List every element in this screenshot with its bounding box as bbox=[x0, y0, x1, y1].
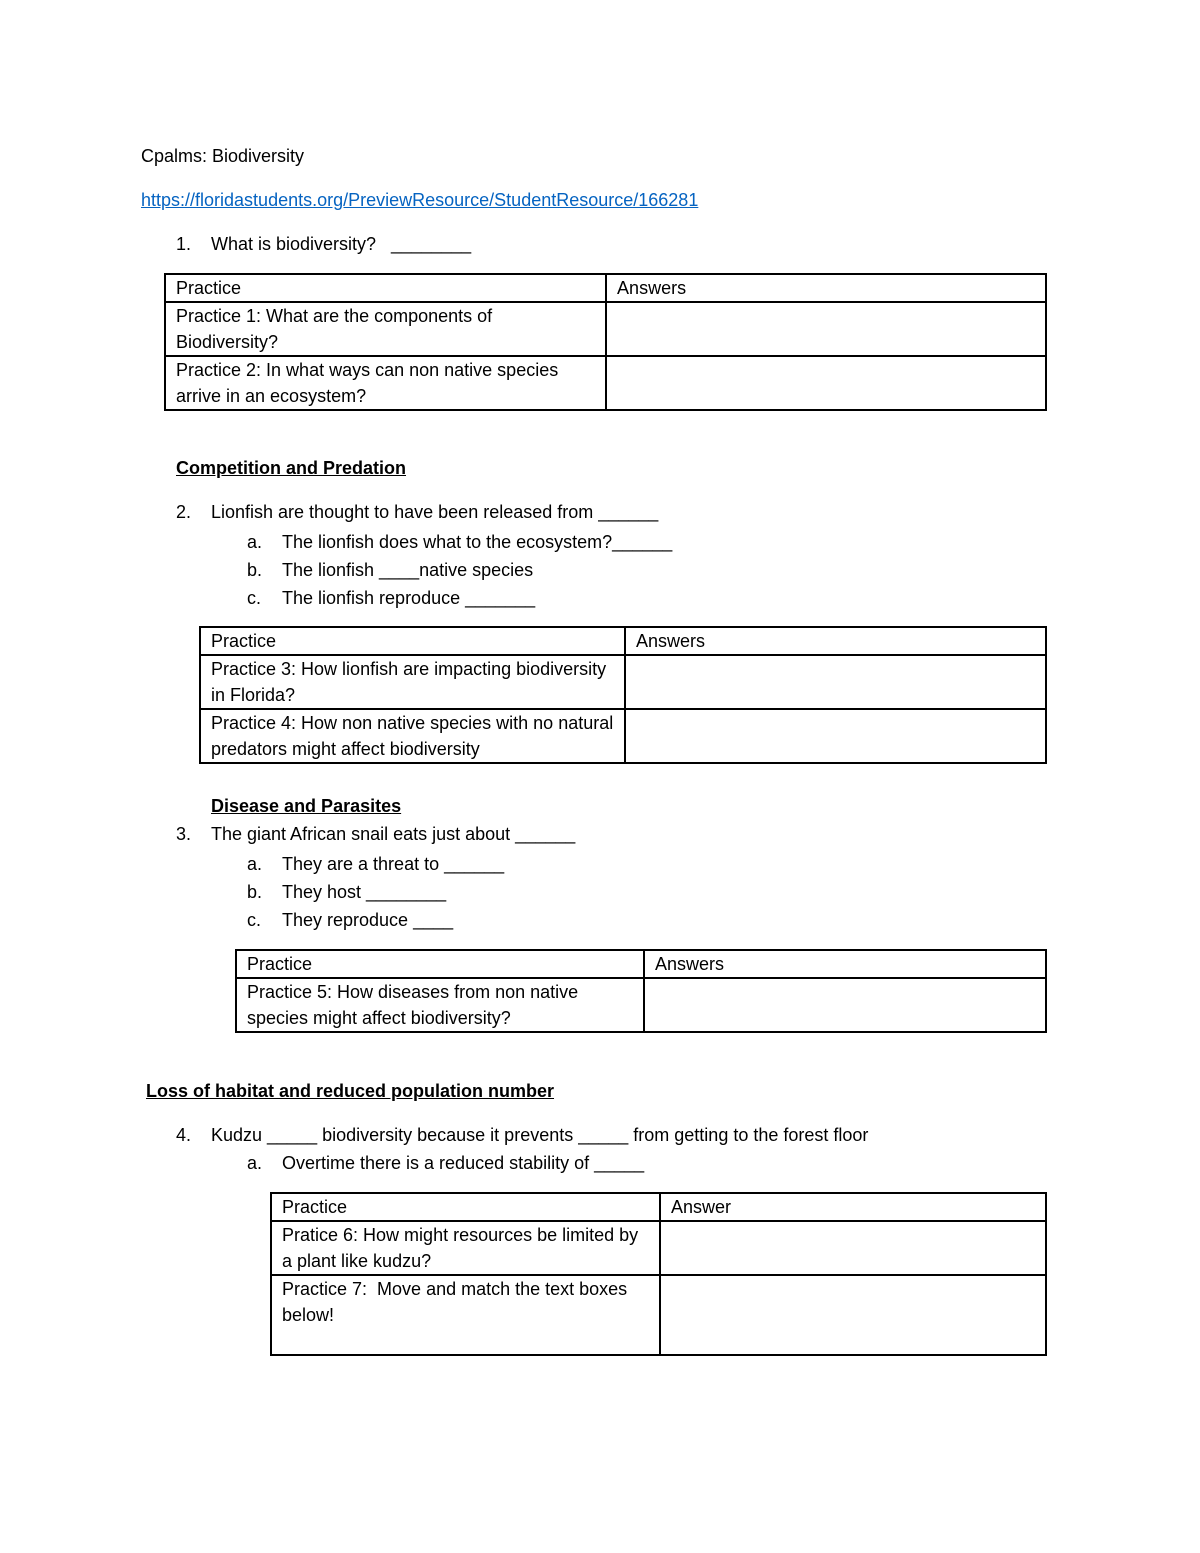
table-row bbox=[200, 655, 1046, 709]
practice-label: Pratice 6 bbox=[282, 1225, 354, 1245]
table-header-answers: Answers bbox=[606, 274, 1046, 302]
practice-question bbox=[200, 655, 625, 709]
question-number: 2. bbox=[176, 502, 192, 522]
section-heading-habitat: Loss of habitat and reduced population number bbox=[146, 1081, 555, 1101]
practice-question-text: : How diseases from non native species might affect biodiversity? bbox=[247, 982, 579, 1028]
table-header-answers: Answers bbox=[625, 627, 1046, 655]
sub-question-letter: b. bbox=[247, 560, 263, 580]
sub-question-text: They reproduce ____ bbox=[282, 910, 454, 930]
sub-question-text: Overtime there is a reduced stability of _____ bbox=[282, 1153, 645, 1173]
table-header-practice: Practice bbox=[236, 950, 644, 978]
question-number: 3. bbox=[176, 824, 192, 844]
resource-link[interactable]: https://floridastudents.org/PreviewResource/StudentResource/166281 bbox=[141, 190, 699, 210]
question-number: 4. bbox=[176, 1125, 192, 1145]
table-row bbox=[165, 356, 1046, 410]
answer-cell[interactable] bbox=[625, 655, 1046, 709]
question-number: 1. bbox=[176, 234, 192, 254]
question-text: Lionfish are thought to have been released from ______ bbox=[211, 502, 659, 522]
section-heading-disease: Disease and Parasites bbox=[211, 796, 402, 816]
practice-question-text: : Move and match the text boxes below! bbox=[282, 1279, 633, 1325]
table-header-answers: Answers bbox=[644, 950, 1046, 978]
practice-question-text: : How lionfish are impacting biodiversity in Florida? bbox=[211, 659, 607, 705]
practice-question bbox=[200, 709, 625, 763]
answer-cell[interactable] bbox=[606, 302, 1046, 356]
practice-table-2 bbox=[199, 626, 1047, 764]
practice-label: Practice 7 bbox=[282, 1279, 363, 1299]
answer-cell[interactable] bbox=[660, 1275, 1046, 1355]
practice-table-1 bbox=[164, 273, 1047, 411]
table-row bbox=[200, 709, 1046, 763]
answer-cell[interactable] bbox=[625, 709, 1046, 763]
table-header-practice: Practice bbox=[271, 1193, 660, 1221]
practice-label: Practice 2 bbox=[176, 360, 257, 380]
question-text: The giant African snail eats just about ______ bbox=[211, 824, 576, 844]
document-title: Cpalms: Biodiversity bbox=[141, 146, 305, 166]
table-row bbox=[236, 978, 1046, 1032]
table-header-practice: Practice bbox=[165, 274, 606, 302]
table-header-practice: Practice bbox=[200, 627, 625, 655]
practice-question bbox=[271, 1221, 660, 1275]
practice-question bbox=[165, 302, 606, 356]
sub-question-letter: a. bbox=[247, 532, 263, 552]
sub-question-letter: b. bbox=[247, 882, 263, 902]
sub-question-letter: a. bbox=[247, 854, 263, 874]
sub-question-text: The lionfish reproduce _______ bbox=[282, 588, 536, 608]
answer-cell[interactable] bbox=[606, 356, 1046, 410]
question-text: What is biodiversity? ________ bbox=[211, 234, 472, 254]
sub-question-letter: c. bbox=[247, 910, 262, 930]
question-text: Kudzu _____ biodiversity because it prevents _____ from getting to the forest floor bbox=[211, 1125, 869, 1145]
practice-question bbox=[165, 356, 606, 410]
answer-cell[interactable] bbox=[660, 1221, 1046, 1275]
practice-label: Practice 4 bbox=[211, 713, 292, 733]
practice-label: Practice 5 bbox=[247, 982, 328, 1002]
table-header-answer: Answer bbox=[660, 1193, 1046, 1221]
practice-table-3 bbox=[235, 949, 1047, 1033]
sub-question-text: They are a threat to ______ bbox=[282, 854, 505, 874]
practice-question bbox=[236, 978, 644, 1032]
practice-question-text: : How non native species with no natural predators might affect biodiversity bbox=[211, 713, 614, 759]
practice-question bbox=[271, 1275, 660, 1355]
sub-question-letter: a. bbox=[247, 1153, 263, 1173]
sub-question-text: They host ________ bbox=[282, 882, 447, 902]
practice-table-4 bbox=[270, 1192, 1047, 1356]
practice-label: Practice 3 bbox=[211, 659, 292, 679]
practice-question-text: : What are the components of Biodiversity? bbox=[176, 306, 493, 352]
practice-question-text: : In what ways can non native species arrive in an ecosystem? bbox=[176, 360, 559, 406]
table-row bbox=[271, 1275, 1046, 1355]
sub-question-letter: c. bbox=[247, 588, 262, 608]
section-heading-competition: Competition and Predation bbox=[176, 458, 407, 478]
table-row bbox=[271, 1221, 1046, 1275]
practice-question-text: : How might resources be limited by a plant like kudzu? bbox=[282, 1225, 639, 1271]
sub-question-text: The lionfish does what to the ecosystem?______ bbox=[282, 532, 673, 552]
answer-cell[interactable] bbox=[644, 978, 1046, 1032]
sub-question-text: The lionfish ____native species bbox=[282, 560, 534, 580]
practice-label: Practice 1 bbox=[176, 306, 257, 326]
table-row bbox=[165, 302, 1046, 356]
